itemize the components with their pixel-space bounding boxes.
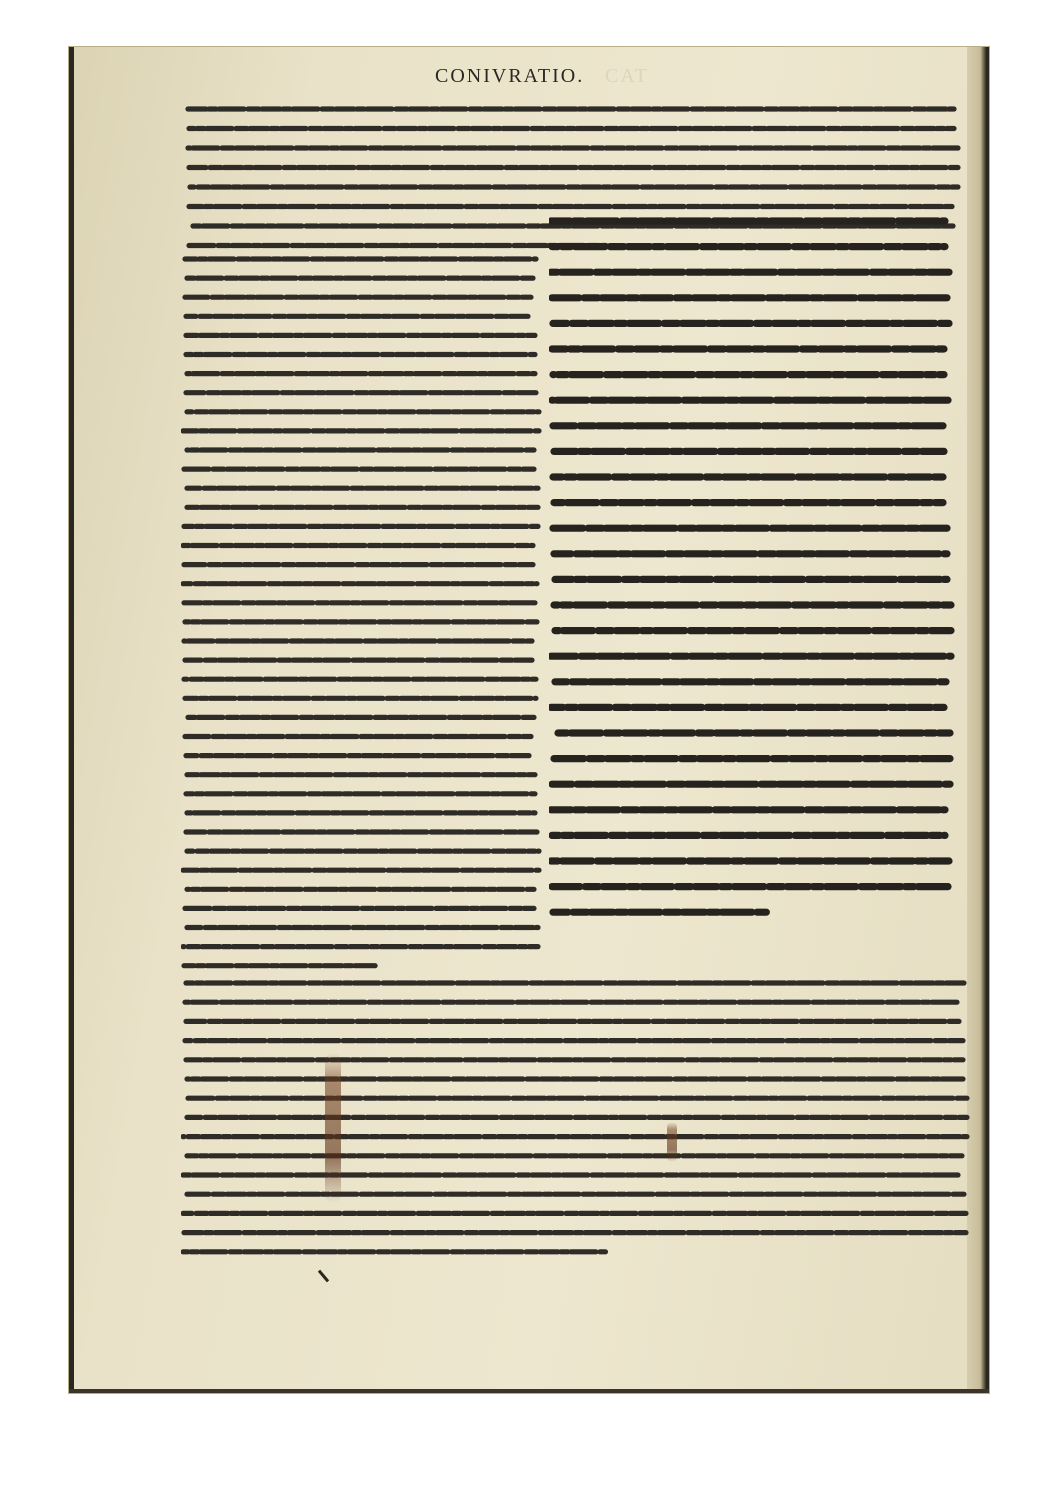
ink-stain bbox=[325, 1053, 341, 1203]
running-head: CONIVRATIO. bbox=[435, 65, 585, 87]
book-page bbox=[68, 46, 990, 1394]
show-through-head: CAT bbox=[605, 65, 649, 87]
commentary-left-column bbox=[181, 253, 543, 981]
main-text-column bbox=[549, 215, 955, 927]
wear-mark bbox=[318, 1270, 329, 1283]
page-bottom-edge bbox=[69, 1389, 989, 1393]
ink-stain-small bbox=[667, 1122, 677, 1162]
commentary-bottom bbox=[181, 977, 971, 1267]
page-binding-edge bbox=[69, 47, 74, 1393]
